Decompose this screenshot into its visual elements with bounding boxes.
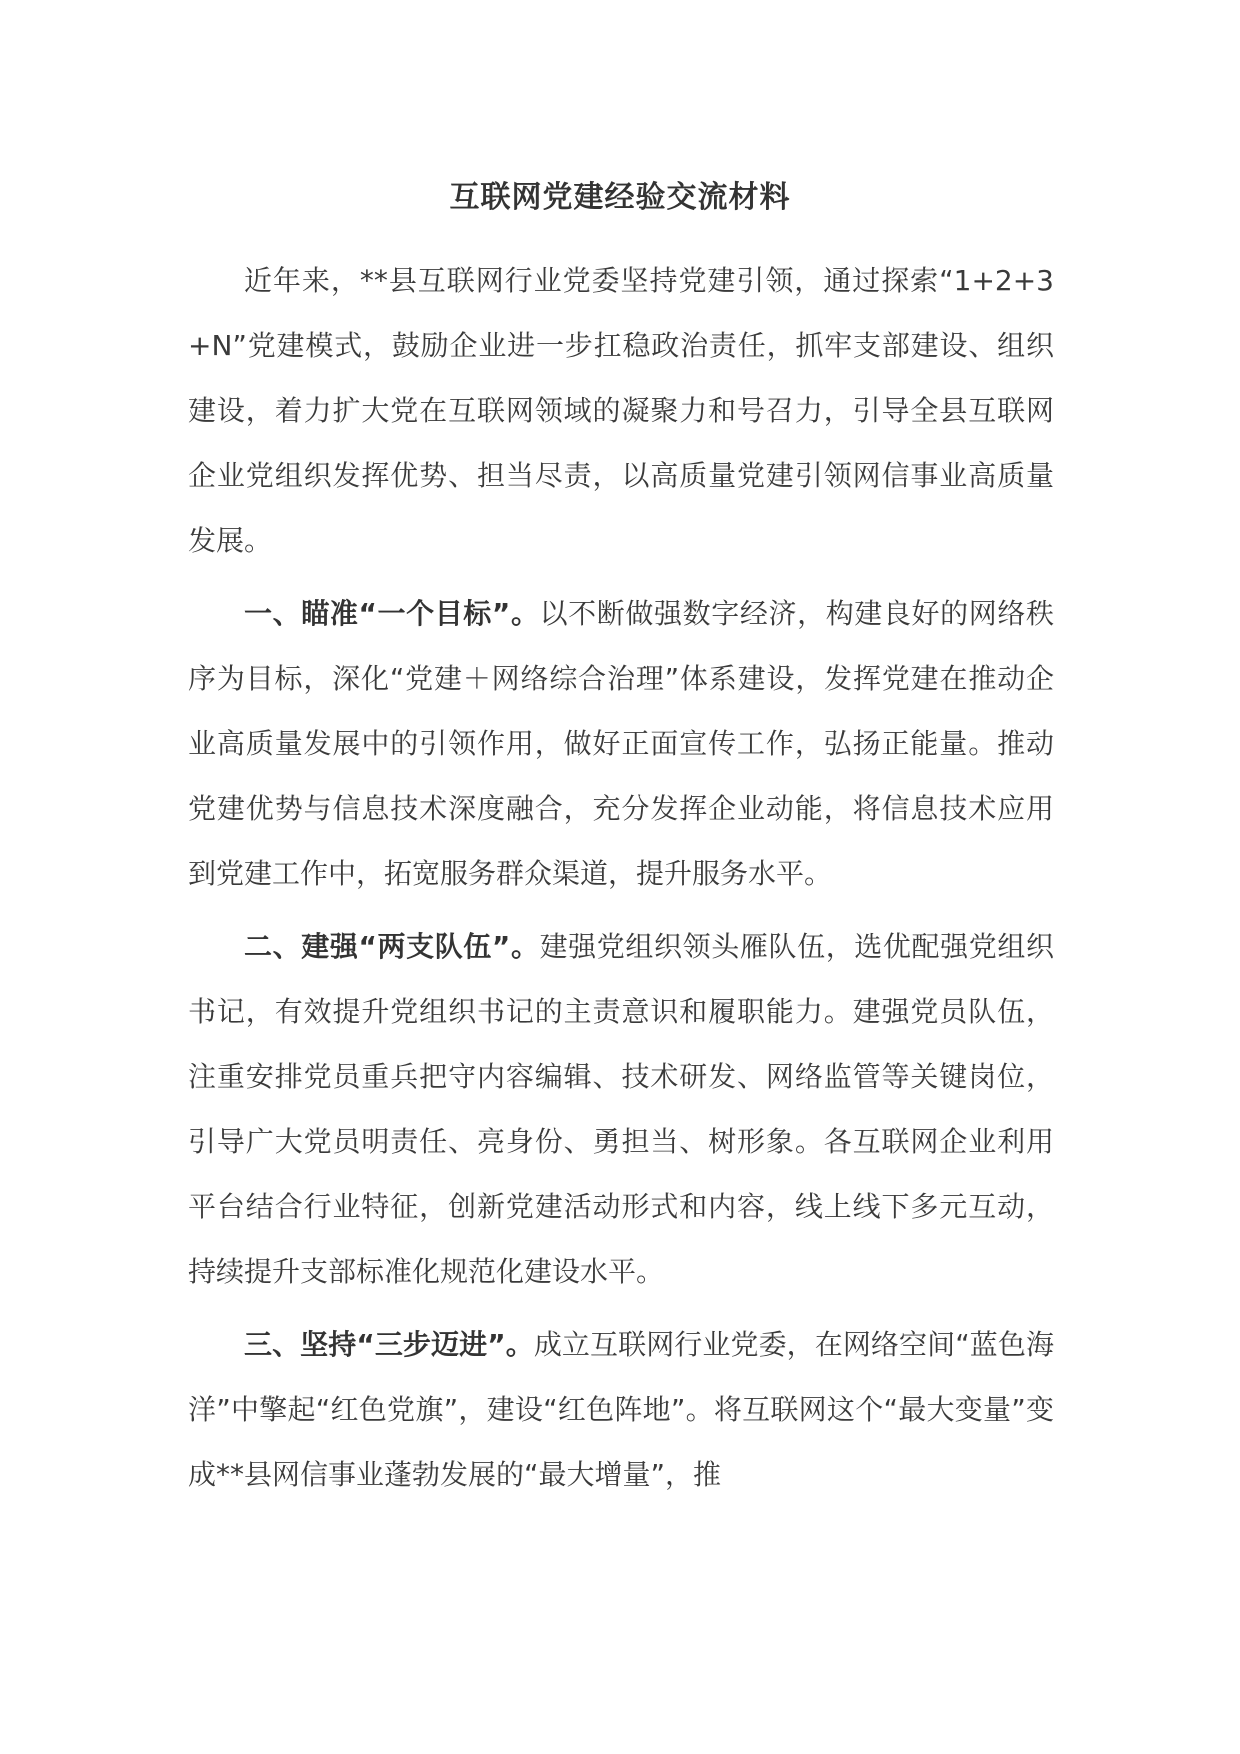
section-heading-3: 三、坚持“三步迈进”。 [244, 1328, 534, 1361]
section-text-2: 建强党组织领头雁队伍，选优配强党组织书记，有效提升党组织书记的主责意识和履职能力。建强党员队伍，注重安排党员重兵把守内容编辑、技术研发、网络监管等关键岗位，引导广大党员明责任、亮身份、勇担当、树形象。各互联网企业利用平台结合行业特征，创新党建活动形式和内容，线上线下多元互动，持续提升支部标准化规范化建设水平。 [188, 930, 1054, 1288]
section-paragraph-2 [188, 914, 1054, 1304]
section-text-1: 以不断做强数字经济，构建良好的网络秩序为目标，深化“党建＋网络综合治理”体系建设，发挥党建在推动企业高质量发展中的引领作用，做好正面宣传工作，弘扬正能量。推动党建优势与信息技术深度融合，充分发挥企业动能，将信息技术应用到党建工作中，拓宽服务群众渠道，提升服务水平。 [188, 597, 1054, 890]
document-body [188, 248, 1054, 1507]
section-text-3: 成立互联网行业党委，在网络空间“蓝色海洋”中擎起“红色党旗”，建设“红色阵地”。将互联网这个“最大变量”变成**县网信事业蓬勃发展的“最大增量”，推 [188, 1328, 1054, 1491]
section-paragraph-1 [188, 581, 1054, 906]
section-paragraph-3 [188, 1312, 1054, 1507]
intro-paragraph: 近年来，**县互联网行业党委坚持党建引领，通过探索“1+2+3+N”党建模式，鼓励企业进一步扛稳政治责任，抓牢支部建设、组织建设，着力扩大党在互联网领域的凝聚力和号召力，引导全县互联网企业党组织发挥优势、担当尽责，以高质量党建引领网信事业高质量发展。 [188, 264, 1054, 557]
section-heading-2: 二、建强“两支队伍”。 [244, 930, 540, 963]
document-title: 互联网党建经验交流材料 [449, 180, 791, 215]
section-heading-1: 一、瞄准“一个目标”。 [244, 597, 540, 630]
